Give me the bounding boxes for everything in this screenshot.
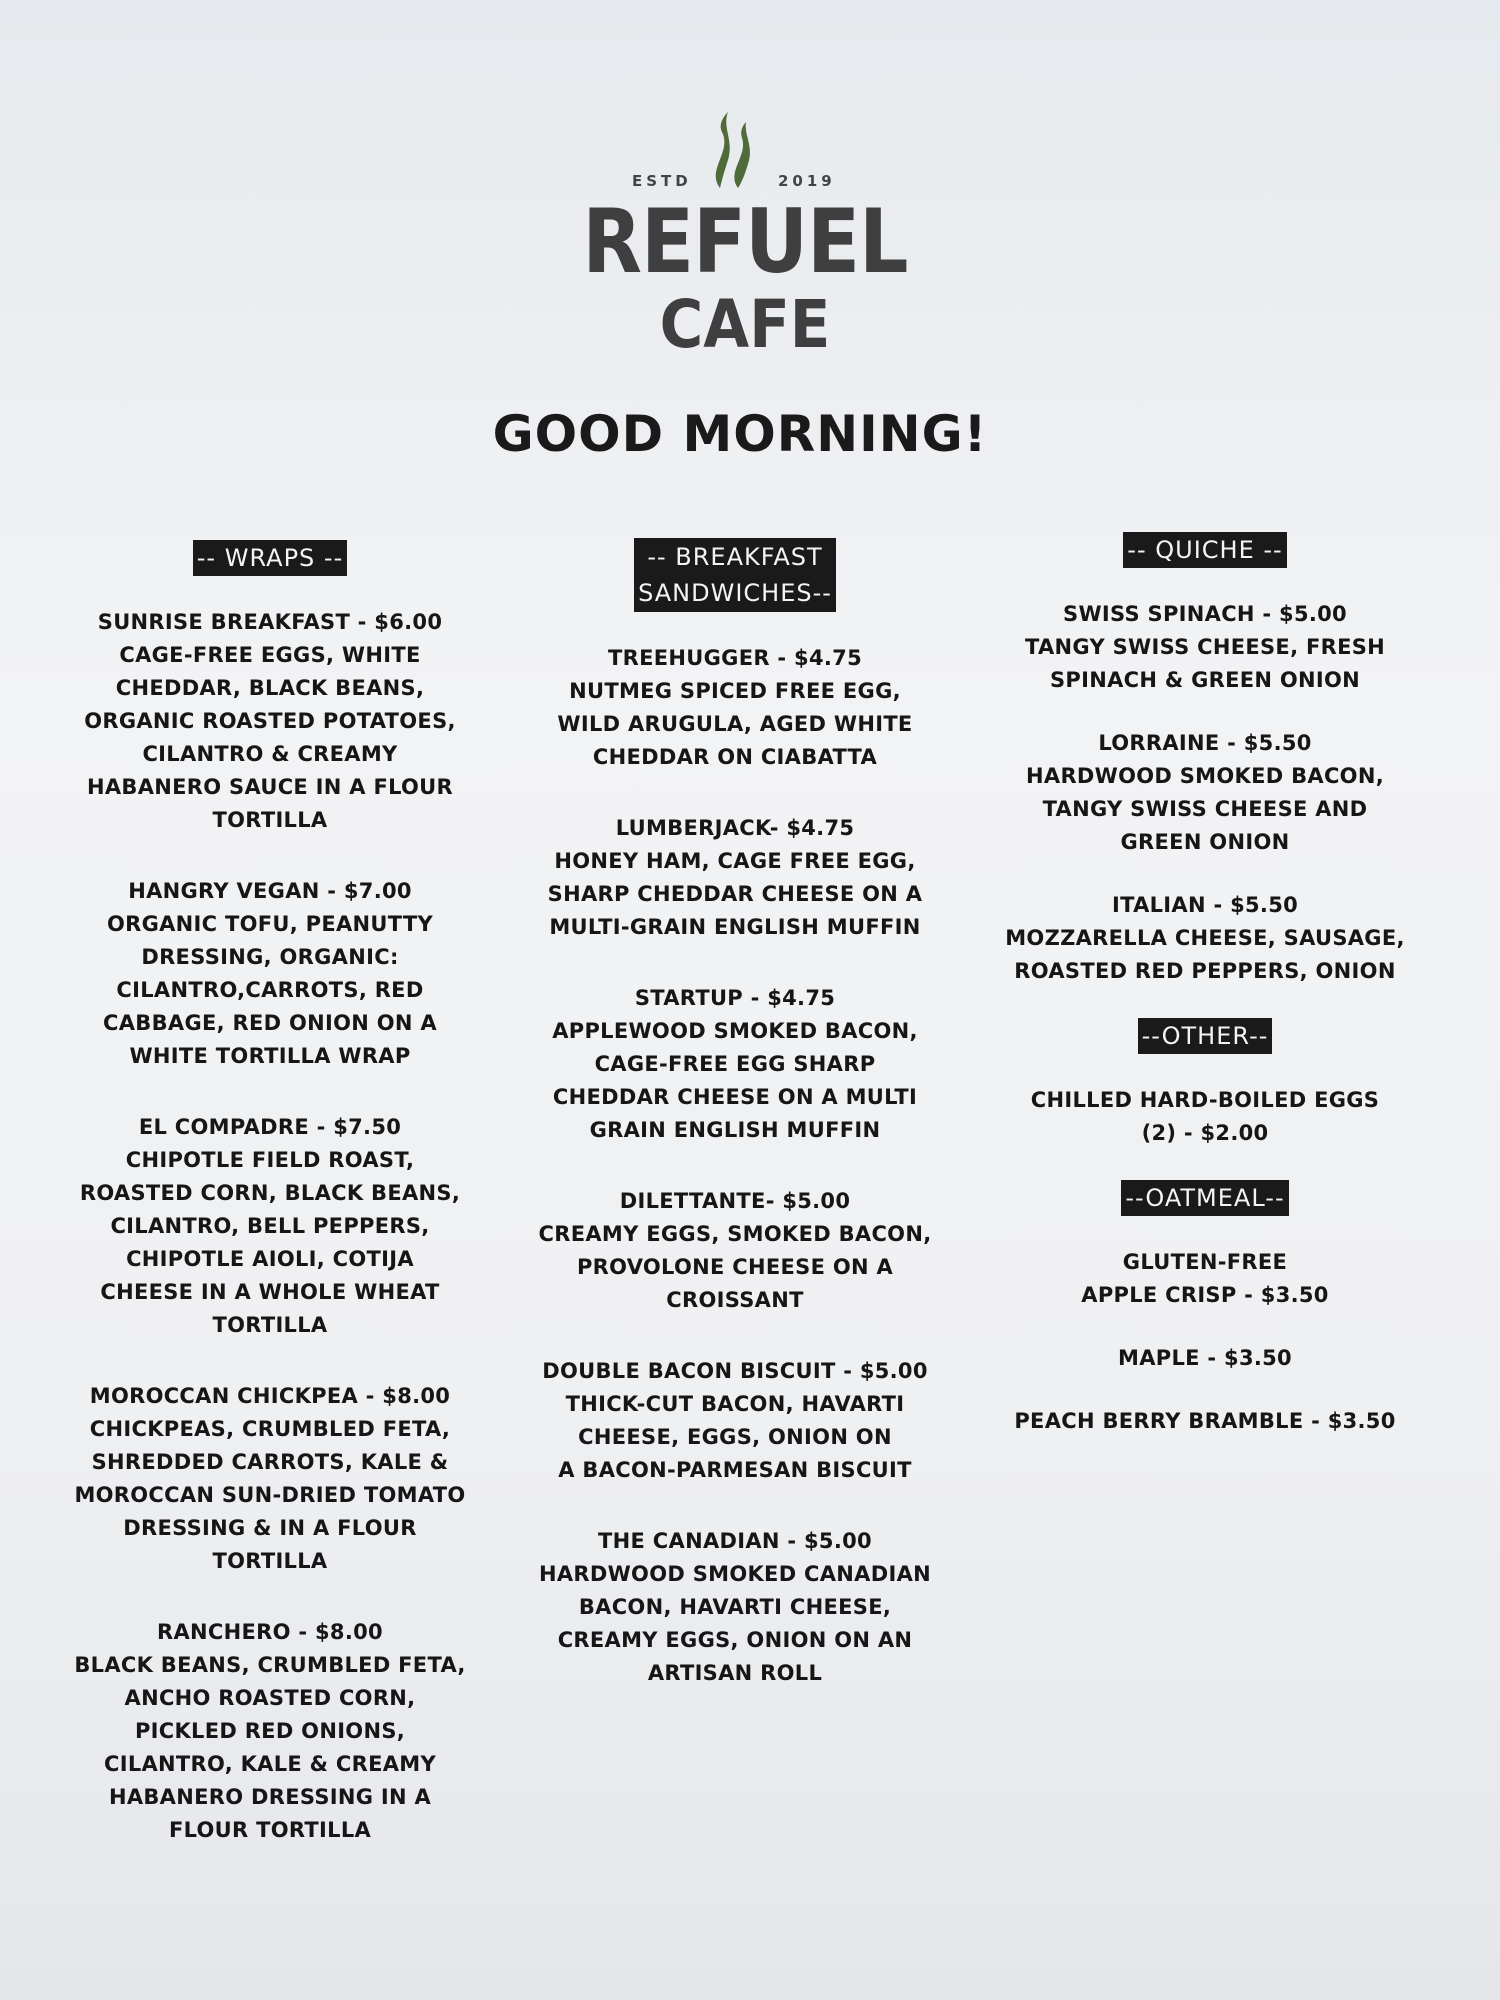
- item-title: HANGRY VEGAN - $7.00: [128, 879, 412, 903]
- item-title: SWISS SPINACH - $5.00: [1063, 602, 1347, 626]
- menu-item: [985, 889, 1425, 988]
- quiche-column: [985, 532, 1425, 1468]
- item-description: TANGY SWISS CHEESE, FRESH SPINACH & GREEN ONION: [1024, 635, 1386, 692]
- item-title: MAPLE - $3.50: [1118, 1346, 1292, 1370]
- menu-item: [60, 1380, 480, 1578]
- item-title: TREEHUGGER - $4.75: [608, 646, 862, 670]
- item-description: APPLEWOOD SMOKED BACON, CAGE-FREE EGG SHARP CHEDDAR CHEESE ON A MULTI GRAIN ENGLISH MUFFIN: [552, 1019, 918, 1142]
- item-description: THICK-CUT BACON, HAVARTI CHEESE, EGGS, ONION ON A BACON-PARMESAN BISCUIT: [558, 1392, 912, 1482]
- item-description: CHIPOTLE FIELD ROAST, ROASTED CORN, BLACK BEANS, CILANTRO, BELL PEPPERS, CHIPOTLE AIOLI, COTIJA CHEESE IN A WHOLE WHEAT TORTILLA: [79, 1148, 461, 1337]
- oatmeal-header: --OATMEAL--: [1121, 1180, 1288, 1216]
- sandwiches-header-line2: SANDWICHES--: [638, 579, 832, 607]
- item-title: DOUBLE BACON BISCUIT - $5.00: [542, 1359, 928, 1383]
- steam-icon: [702, 110, 762, 190]
- item-description: NUTMEG SPICED FREE EGG, WILD ARUGULA, AGED WHITE CHEDDAR ON CIABATTA: [557, 679, 913, 769]
- item-description: HONEY HAM, CAGE FREE EGG, SHARP CHEDDAR CHEESE ON A MULTI-GRAIN ENGLISH MUFFIN: [547, 849, 923, 939]
- item-title: EL COMPADRE - $7.50: [138, 1115, 402, 1139]
- wraps-header: -- WRAPS --: [193, 540, 347, 576]
- menu-item: [520, 642, 950, 774]
- menu-item: [985, 727, 1425, 859]
- menu-item: [60, 606, 480, 837]
- item-title: CHILLED HARD-BOILED EGGS: [1030, 1088, 1380, 1112]
- menu-item: [520, 982, 950, 1147]
- menu-item: [520, 1185, 950, 1317]
- item-title: ITALIAN - $5.50: [1111, 893, 1299, 917]
- item-description: HARDWOOD SMOKED BACON, TANGY SWISS CHEESE AND GREEN ONION: [1026, 764, 1384, 854]
- item-description: (2) - $2.00: [1141, 1121, 1269, 1145]
- menu-item: [60, 875, 480, 1073]
- sandwiches-header: [634, 538, 836, 612]
- item-description: CHICKPEAS, CRUMBLED FETA, SHREDDED CARROTS, KALE & MOROCCAN SUN-DRIED TOMATO DRESSING & IN A FLOUR TORTILLA: [74, 1417, 466, 1573]
- menu-item: [520, 1525, 950, 1690]
- sandwiches-column: [520, 538, 950, 1728]
- menu-item: [60, 1616, 480, 1847]
- item-title: RANCHERO - $8.00: [157, 1620, 383, 1644]
- cafe-logo: [560, 110, 930, 363]
- page-title: GOOD MORNING!: [492, 405, 988, 463]
- sandwiches-header-line1: -- BREAKFAST: [647, 543, 823, 571]
- item-title: THE CANADIAN - $5.00: [598, 1529, 872, 1553]
- menu-item: [985, 1084, 1425, 1150]
- item-description: CAGE-FREE EGGS, WHITE CHEDDAR, BLACK BEANS, ORGANIC ROASTED POTATOES, CILANTRO & CREAMY HABANERO SAUCE IN A FLOUR TORTILLA: [84, 643, 456, 832]
- logo-name: REFUEL: [582, 190, 908, 293]
- item-title: LUMBERJACK- $4.75: [615, 816, 855, 840]
- item-title: DILETTANTE- $5.00: [619, 1189, 851, 1213]
- quiche-header: -- QUICHE --: [1123, 532, 1286, 568]
- item-title: LORRAINE - $5.50: [1098, 731, 1312, 755]
- item-title: STARTUP - $4.75: [634, 986, 836, 1010]
- menu-item: [985, 1405, 1425, 1438]
- other-header: --OTHER--: [1138, 1018, 1273, 1054]
- item-description: APPLE CRISP - $3.50: [1081, 1283, 1329, 1307]
- item-title: MOROCCAN CHICKPEA - $8.00: [89, 1384, 451, 1408]
- logo-year-label: 2019: [778, 172, 836, 190]
- logo-estd-label: ESTD: [632, 172, 692, 190]
- menu-item: [985, 1342, 1425, 1375]
- item-description: ORGANIC TOFU, PEANUTTY DRESSING, ORGANIC: CILANTRO,CARROTS, RED CABBAGE, RED ONION ON A WHITE TORTILLA WRAP: [103, 912, 437, 1068]
- item-description: HARDWOOD SMOKED CANADIAN BACON, HAVARTI CHEESE, CREAMY EGGS, ONION ON AN ARTISAN ROLL: [538, 1562, 932, 1685]
- item-description: MOZZARELLA CHEESE, SAUSAGE, ROASTED RED PEPPERS, ONION: [1005, 926, 1405, 983]
- menu-item: [60, 1111, 480, 1342]
- wraps-column: [60, 540, 480, 1885]
- item-description: CREAMY EGGS, SMOKED BACON, PROVOLONE CHEESE ON A CROISSANT: [538, 1222, 932, 1312]
- menu-item: [520, 812, 950, 944]
- item-title: SUNRISE BREAKFAST - $6.00: [97, 610, 443, 634]
- item-title: PEACH BERRY BRAMBLE - $3.50: [1014, 1409, 1396, 1433]
- item-title: GLUTEN-FREE: [1122, 1250, 1288, 1274]
- menu-item: [985, 1246, 1425, 1312]
- item-description: BLACK BEANS, CRUMBLED FETA, ANCHO ROASTED CORN, PICKLED RED ONIONS, CILANTRO, KALE & CREAMY HABANERO DRESSING IN A FLOUR TORTILLA: [74, 1653, 466, 1842]
- menu-item: [520, 1355, 950, 1487]
- menu-item: [985, 598, 1425, 697]
- logo-subtitle: CAFE: [659, 286, 831, 363]
